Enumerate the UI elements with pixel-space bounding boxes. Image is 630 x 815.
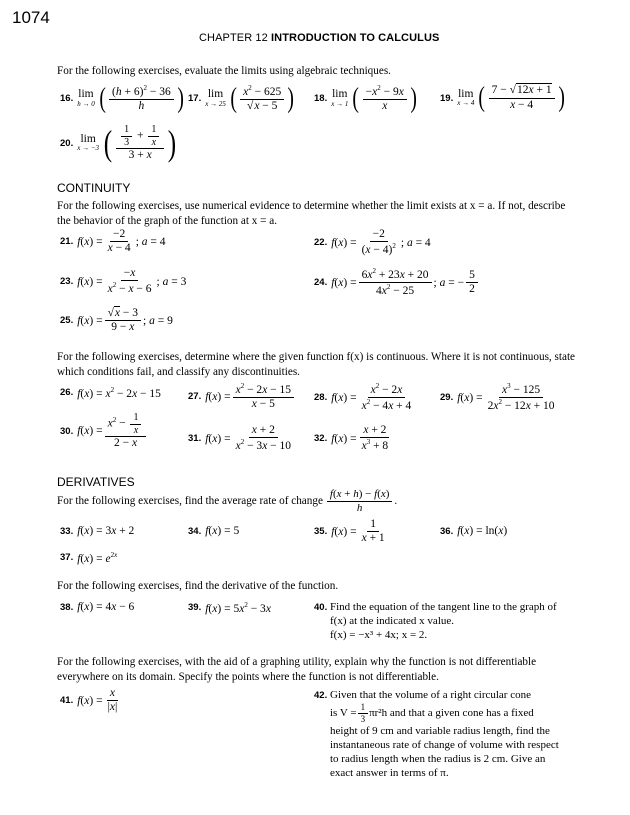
exercise-34: 34. f(x) = 5 <box>188 525 240 537</box>
exercise-number: 19. <box>440 92 454 104</box>
exercise-number: 41. <box>60 695 74 707</box>
exercise-number: 26. <box>60 387 74 399</box>
exercise-number: 39. <box>188 602 202 614</box>
exercise-32: 32. f(x) = $\frac{x + 2}{x^3 + 8}$ <box>314 424 389 453</box>
avg-rate-text: For the following exercises, find the average rate of change <box>57 495 323 508</box>
exercise-22: 22. f(x) = $\frac{-2}{(x - 4)^2}$ ; a = 4 <box>314 228 431 257</box>
section-heading-continuity: CONTINUITY <box>57 181 131 195</box>
exercise-number: 20. <box>60 137 74 149</box>
ex40-line-3: f(x) = −x³ + 4x; x = 2. <box>330 629 428 641</box>
exercise-24: 24. f(x) = $\frac{6x^2 + 23x + 20}{4x^2 - 25}$ ; a = − $\frac{5}{2}$ <box>314 267 480 298</box>
exercise-number: 38. <box>60 601 74 613</box>
ex42-line-2a: is V = <box>330 707 357 719</box>
continuity-instruction-2: For the following exercises, determine where the given function f(x) is continuous. Where it is not continuous, state which conditions fail, and classify any discontinuities. <box>57 351 576 378</box>
exercise-17: 17. lim x → 25 ( $\frac{x^2 - 625}{√x - 5}$ ) <box>188 82 295 114</box>
exercise-number: 30. <box>60 425 74 437</box>
exercise-37: 37. $f(x) = e^{2x}$ <box>60 551 118 565</box>
exercise-41: 41. f(x) = $\frac{x}{|x|}$ <box>60 687 118 714</box>
exercise-number: 34. <box>188 525 202 537</box>
graphing-instruction: For the following exercises, with the aid of a graphing utility, explain why the function is not differentiable everywhere on its domain. Specify the points where the function is not differentiable. <box>57 656 537 683</box>
exercise-number: 33. <box>60 525 74 537</box>
ex42-line-5: to radius length when the radius is 2 cm. Give an <box>330 753 546 765</box>
section-heading-derivatives: DERIVATIVES <box>57 475 135 489</box>
ex42-line-6: exact answer in terms of π. <box>330 767 449 779</box>
exercise-29: 29. f(x) = $\frac{x^3 - 125}{2x^2 - 12x + 10}$ <box>440 382 555 412</box>
ex42-line-4: instantaneous rate of change of volume with respect <box>330 739 559 751</box>
exercise-25: 25. f(x) = $\frac{√x - 3}{9 - x}$ ; a = 9 <box>60 307 173 334</box>
page-number: 1074 <box>12 8 50 27</box>
exercise-number: 21. <box>60 236 74 248</box>
continuity-instruction-1: For the following exercises, use numerical evidence to determine whether the limit exists at x = a. If not, describe the behavior of the graph of the function at x = a. <box>57 200 566 227</box>
exercise-16: 16. lim h → 0 ( $\frac{(h + 6)^2 - 36}{h}$ ) <box>60 82 184 114</box>
derivatives-avg-instruction: For the following exercises, find the average rate of change $\frac{f(x + h) - f(x)}{h}$ . <box>57 488 398 514</box>
exercise-number: 27. <box>188 391 202 403</box>
exercise-number: 17. <box>188 93 202 105</box>
exercise-30: 30. f(x) = $x^2$ − $\frac{1}{x}$ 2 − x <box>60 412 148 450</box>
exercise-33: 33. f(x) = 3x + 2 <box>60 525 135 537</box>
exercise-number: 29. <box>440 392 454 404</box>
exercise-23: 23. f(x) = $\frac{-x}{x^2 - x - 6}$ ; a = 3 <box>60 267 187 296</box>
exercise-28: 28. f(x) = $\frac{x^2 - 2x}{x^2 - 4x + 4}$ <box>314 382 412 412</box>
exercise-39: 39. $f(x) = 5x^2 - 3x$ <box>188 601 271 615</box>
exercise-21: 21. f(x) = $\frac{-2}{x - 4}$ ; a = 4 <box>60 228 166 255</box>
ex40-line-2: f(x) at the indicated x value. <box>330 615 455 627</box>
exercise-number: 22. <box>314 237 328 249</box>
exercise-27: 27. f(x) = $\frac{x^2 - 2x - 15}{x - 5}$ <box>188 382 296 411</box>
exercise-number: 28. <box>314 392 328 404</box>
ex40-line-1: Find the equation of the tangent line to the graph of <box>330 601 557 613</box>
exercise-number: 25. <box>60 315 74 327</box>
exercise-number: 42. <box>314 690 328 701</box>
ex42-line-2b: πr²h and that a given cone has a fixed <box>369 707 534 719</box>
limits-instruction: For the following exercises, evaluate the limits using algebraic techniques. <box>57 65 391 77</box>
exercise-19: 19. lim x → 4 ( $\frac{7 - √12x + 1}{x - 4}$ ) <box>440 82 565 113</box>
exercise-35: 35. f(x) = $\frac{1}{x + 1}$ <box>314 518 385 545</box>
ex42-line-1: Given that the volume of a right circular cone <box>330 689 531 701</box>
exercise-number: 16. <box>60 93 74 105</box>
exercise-number: 36. <box>440 525 454 537</box>
exercise-number: 31. <box>188 433 202 445</box>
exercise-26: 26. $f(x) = x^2 - 2x - 15$ <box>60 386 161 400</box>
exercise-number: 23. <box>60 276 74 288</box>
exercise-38: 38. f(x) = 4x − 6 <box>60 601 135 613</box>
derivatives-instruction: For the following exercises, find the derivative of the function. <box>57 580 339 592</box>
chapter-header <box>199 32 439 44</box>
chapter-title: INTRODUCTION TO CALCULUS <box>271 32 440 44</box>
exercise-31: 31. f(x) = $\frac{x + 2}{x^2 - 3x - 10}$ <box>188 424 292 453</box>
exercise-number: 37. <box>60 552 74 564</box>
exercise-20: 20. lim x → −3 ( $\frac{1}{3}$ + $\frac{1}{x}$ 3 + x ) <box>60 123 177 164</box>
exercise-number: 35. <box>314 526 328 538</box>
exercise-number: 18. <box>314 93 328 105</box>
ex42-line-3: height of 9 cm and variable radius length, find the <box>330 725 550 737</box>
exercise-number: 40. <box>314 602 328 613</box>
exercise-36: 36. f(x) = ln(x) <box>440 525 508 537</box>
chapter-label: CHAPTER 12 <box>199 32 268 44</box>
exercise-18: 18. lim x → 1 ( $\frac{-x^2 - 9x}{x}$ ) <box>314 82 417 114</box>
exercise-number: 24. <box>314 277 328 289</box>
exercise-number: 32. <box>314 433 328 445</box>
